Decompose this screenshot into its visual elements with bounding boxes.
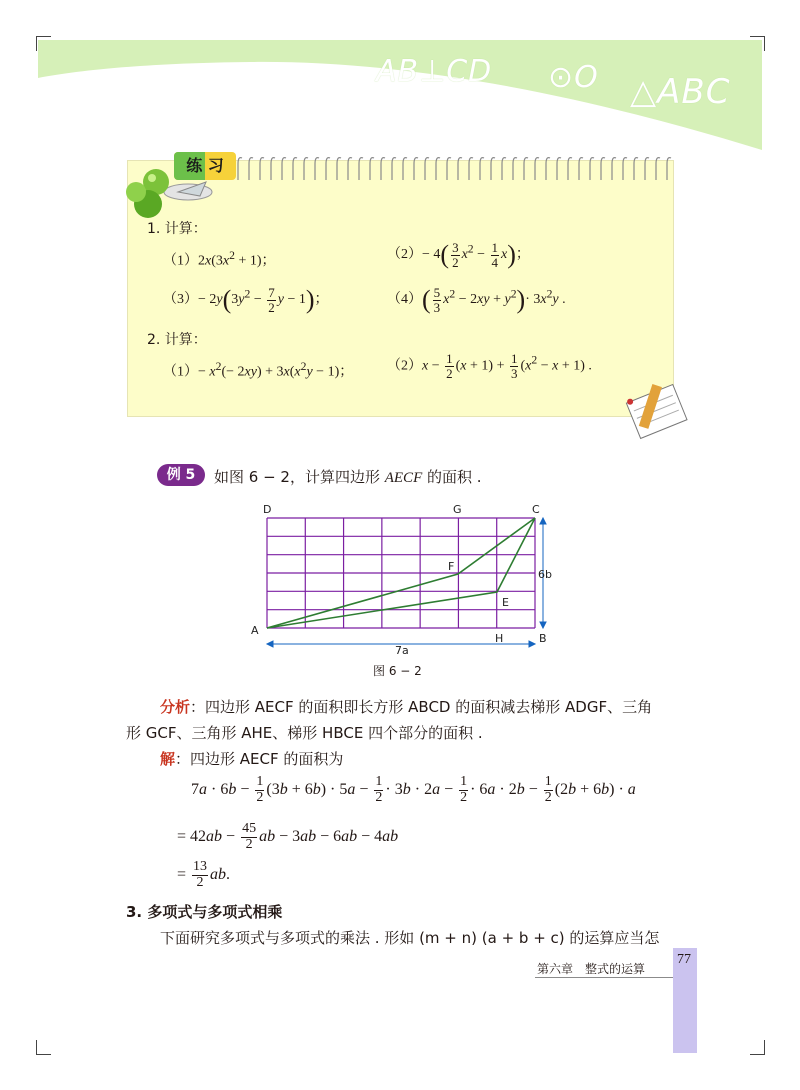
binding-ring [667,158,671,180]
binding-ring [458,158,462,180]
banner-symbol-perpendicular: AB⊥CD [376,54,493,89]
example-badge-label: 例 5 [166,467,196,483]
exercise-1-3: $(3)- 2y(3y^2$ − $\frac{7}{2}$ y − 1)； [163,284,329,315]
solution-equation-1: 7a · 6b − $\frac{1}{2}$ (3b + 6b) · 5a − $\frac{1}{2}$ · 3b · 2a − $\frac{1}{2}$ · 6a · 2b − $\frac{1}{2}$ (2b + 6b) · a [191,774,636,805]
page-number: 77 [677,952,691,967]
binding-ring [491,158,495,180]
width-label: 7a [395,644,409,657]
exercise-1-4: （4）( $\frac{5}{3}$ $x^2 - 2xy + y^2)\cdot 3x^2y$ . [387,284,566,315]
binding-ring [315,158,319,180]
binding-ring [436,158,440,180]
example-statement-var: AECF [384,470,423,486]
binding-ring [359,158,363,180]
binding-ring [271,158,275,180]
exercise-badge-label: 练 习 [186,156,224,175]
exercise-2-1-number: （1） [163,364,198,380]
height-label: 6b [538,568,552,581]
binding-ring [370,158,374,180]
exercise-q2-label: 2. 计算： [147,332,207,348]
section-3-heading: 3. 多项式与多项式相乘 [126,903,283,921]
binding-ring [546,158,550,180]
binding-ring [469,158,473,180]
label-A: A [251,624,259,637]
binding-ring [238,158,242,180]
label-H: H [495,632,504,645]
binding-ring [535,158,539,180]
label-E: E [502,596,509,609]
footer-rule [535,977,673,978]
label-B: B [539,632,547,645]
binding-ring [282,158,286,180]
example-statement-post: 的面积 . [422,468,482,486]
banner-symbol-triangle: △ABC [630,72,731,112]
binding-ring [337,158,341,180]
binding-ring [249,158,253,180]
exercise-2-2-number: （2） [387,358,422,374]
binding-ring [480,158,484,180]
analysis-label: 分析 [160,698,191,716]
solution-equation-2: = 42ab − $\frac{45}{2}$ ab − 3ab − 6ab − 4ab [177,821,399,852]
exercise-1-1: $(1)2x(3x^2 + 1)$； [163,249,276,269]
binding-ring [414,158,418,180]
exercise-2-2: （2）x − $\frac{1}{2}$ (x + 1) + $\frac{1}{3}$ $(x^2 - x + 1)$ . [387,351,592,381]
binding-ring [502,158,506,180]
binding-ring [403,158,407,180]
binding-ring [392,158,396,180]
binding-ring [634,158,638,180]
figure-grid [267,518,535,628]
binding-ring [293,158,297,180]
binding-ring [524,158,528,180]
binding-ring [656,158,660,180]
exercise-q1-label: 1. 计算： [147,221,207,237]
binding-ring [326,158,330,180]
chapter-title: 第六章 整式的运算 [537,962,646,976]
exercise-1-3-number: （3） [163,292,198,308]
solution-equation-3: = $\frac{13}{2}$ ab. [177,859,231,890]
figure-caption: 图 6 − 2 [373,664,422,678]
solution-label: 解 [160,750,176,768]
binding-ring [645,158,649,180]
figure-6-2 [245,500,565,660]
solution-line-1: ：四边形 AECF 的面积为 [175,750,344,768]
binding-ring [590,158,594,180]
label-C: C [532,503,540,516]
binding-ring [447,158,451,180]
binding-ring [623,158,627,180]
binding-ring [612,158,616,180]
analysis-line-2: 形 GCF、三角形 AHE、梯形 HBCE 四个部分的面积 . [126,724,483,742]
exercise-badge [174,152,236,180]
example-statement-pre: 如图 6 − 2，计算四边形 [214,468,385,486]
binding-ring [425,158,429,180]
binding-ring [579,158,583,180]
analysis-paragraph [160,696,652,717]
binding-ring [513,158,517,180]
banner-symbol-circle: ⊙O [548,60,599,95]
label-F: F [448,560,455,573]
notepad-pencil-icon [618,378,698,444]
binding-ring [601,158,605,180]
binding-ring [557,158,561,180]
analysis-line-1: ：四边形 AECF 的面积即长方形 ABCD 的面积减去梯形 ADGF、三角 [190,698,653,716]
exercise-1-4-number: （4） [387,292,422,308]
crop-mark-bottom-left [36,1040,51,1055]
example-badge [157,464,205,486]
binding-rings-icon [210,150,680,184]
binding-ring [304,158,308,180]
binding-ring [381,158,385,180]
exercise-2-1: $(1)- x^2(- 2xy) + 3x(x^2y - 1)$； [163,360,354,380]
label-D: D [263,503,272,516]
section-3-text: 下面研究多项式与多项式的乘法 . 形如 (m + n) (a + b + c) 的运算应当怎 [160,929,660,947]
solution-paragraph [160,748,343,769]
exercise-1-2: （2）− 4( $\frac{3}{2}$ $x^2$ − $\frac{1}{4}$ x)； [387,239,530,270]
example-statement [214,466,482,487]
binding-ring [348,158,352,180]
crop-mark-bottom-right [750,1040,765,1055]
binding-ring [568,158,572,180]
exercise-1-2-number: （2） [387,247,422,263]
label-G: G [453,503,462,516]
binding-ring [260,158,264,180]
exercise-1-1-number: （1） [163,253,198,269]
